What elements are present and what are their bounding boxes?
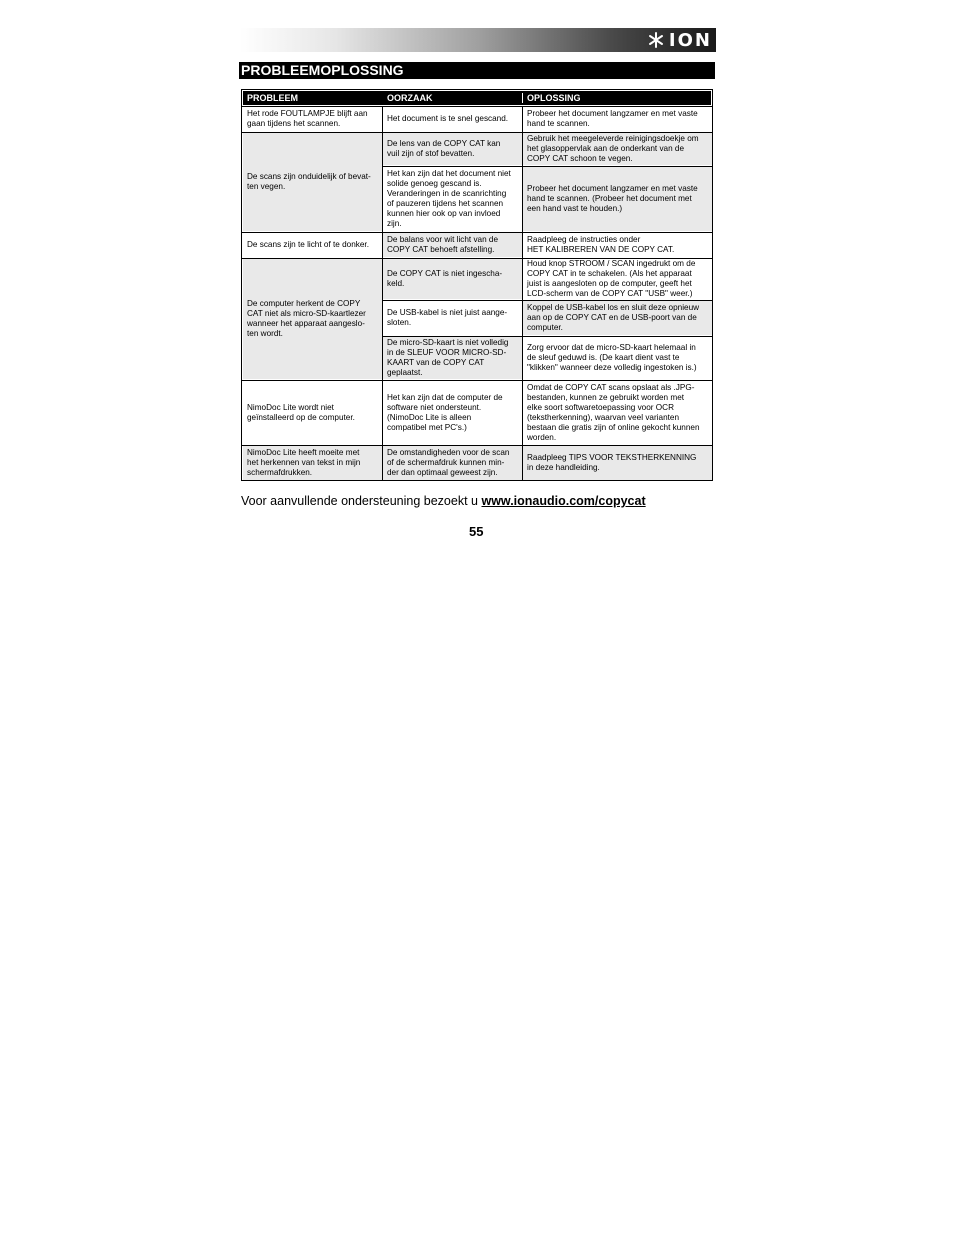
problem-cell: De scans zijn onduidelijk of bevat- ten vegen. (243, 133, 382, 231)
solution-cell: Houd knop STROOM / SCAN ingedrukt om de COPY CAT in te schakelen. (Als het apparaat juist is aangesloten op de computer, geeft het LCD-scherm van de COPY CAT "USB" weer.) (523, 259, 712, 299)
row-divider (382, 166, 712, 167)
cause-cell: Het document is te snel gescand. (383, 107, 522, 131)
solution-cell: Raadpleeg TIPS VOOR TEKSTHERKENNING in deze handleiding. (523, 446, 712, 480)
column-header-oplossing: OPLOSSING (527, 93, 581, 103)
problem-cell: NimoDoc Lite wordt niet geïnstalleerd op de computer. (243, 381, 382, 444)
solution-cell: Koppel de USB-kabel los en sluit deze opnieuw aan op de COPY CAT en de USB-poort van de computer. (523, 301, 712, 335)
row-divider (382, 300, 712, 301)
cause-cell: De COPY CAT is niet ingescha- keld. (383, 259, 522, 299)
problem-cell: NimoDoc Lite heeft moeite met het herkennen van tekst in mijn schermafdrukken. (243, 446, 382, 480)
cause-cell: De micro-SD-kaart is niet volledig in de SLEUF VOOR MICRO-SD- KAART van de COPY CAT geplaatst. (383, 337, 522, 379)
cause-cell: De balans voor wit licht van de COPY CAT behoeft afstelling. (383, 233, 522, 257)
header-bar (240, 28, 716, 52)
cause-cell: Het kan zijn dat het document niet solide genoeg gescand is. Veranderingen in de scanrichting of pauzeren tijdens het scannen kunnen hier ook op van invloed zijn. (383, 167, 522, 231)
support-line (241, 494, 646, 508)
row-divider (242, 232, 712, 233)
solution-cell: Zorg ervoor dat de micro-SD-kaart helemaal in de sleuf geduwd is. (De kaart dient vast te "klikken" wanneer deze volledig ingestoken is.) (523, 337, 712, 379)
row-divider (242, 445, 712, 446)
row-divider (242, 380, 712, 381)
cause-cell: Het kan zijn dat de computer de software niet ondersteunt. (NimoDoc Lite is alleen compatibel met PC's.) (383, 381, 522, 444)
row-divider (242, 258, 712, 259)
cause-cell: De omstandigheden voor de scan of de schermafdruk kunnen min- der dan optimaal geweest zijn. (383, 446, 522, 480)
column-header-probleem: PROBLEEM (247, 93, 299, 103)
problem-cell: De scans zijn te licht of te donker. (243, 233, 382, 257)
support-link[interactable]: www.ionaudio.com/copycat (481, 494, 646, 508)
section-title: PROBLEEMOPLOSSING (239, 62, 715, 79)
solution-cell: Raadpleeg de instructies onder HET KALIBREREN VAN DE COPY CAT. (523, 233, 712, 257)
ion-star-icon (647, 31, 665, 49)
problem-cell: Het rode FOUTLAMPJE blijft aan gaan tijdens het scannen. (243, 107, 382, 131)
problem-cell: De computer herkent de COPY CAT niet als micro-SD-kaartlezer wanneer het apparaat aangeslo- ten wordt. (243, 259, 382, 379)
solution-cell: Gebruik het meegeleverde reinigingsdoekje om het glasoppervlak aan de onderkant van de COPY CAT schoon te vegen. (523, 133, 712, 165)
column-divider (522, 106, 523, 480)
troubleshooting-table (241, 89, 713, 481)
row-divider (382, 336, 712, 337)
page-number: 55 (469, 524, 484, 539)
logo-text: ION (668, 29, 712, 51)
ion-logo (647, 30, 712, 50)
solution-cell: Probeer het document langzamer en met vaste hand te scannen. (523, 107, 712, 131)
column-header-oorzaak: OORZAAK (387, 93, 433, 103)
row-divider (242, 132, 712, 133)
solution-cell: Probeer het document langzamer en met vaste hand te scannen. (Probeer het document met een hand vast te houden.) (523, 167, 712, 231)
row-divider (242, 106, 712, 107)
column-divider (382, 106, 383, 480)
cause-cell: De lens van de COPY CAT kan vuil zijn of stof bevatten. (383, 133, 522, 165)
support-text: Voor aanvullende ondersteuning bezoekt u (241, 494, 478, 508)
solution-cell: Omdat de COPY CAT scans opslaat als .JPG- bestanden, kunnen ze gebruikt worden met elke soort softwaretoepassing voor OCR (tekstherkenning), waarvan veel varianten bestaan die gratis zijn of online gekocht kunnen worden. (523, 381, 712, 444)
table-header-row (243, 91, 711, 105)
cause-cell: De USB-kabel is niet juist aange- sloten. (383, 301, 522, 335)
